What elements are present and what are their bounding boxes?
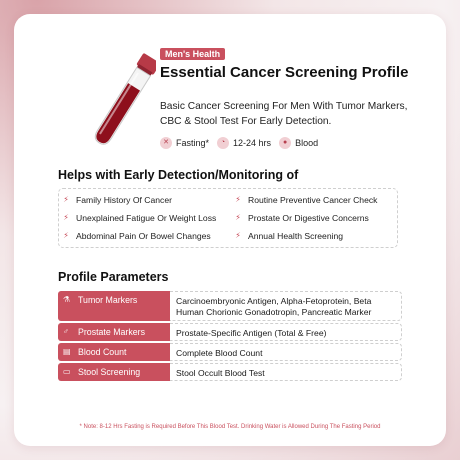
param-name: Blood Count [78,347,127,357]
list-item-label: Prostate Or Digestive Concerns [248,212,369,223]
list-item [62,193,234,206]
parameters-table [58,291,402,383]
table-row [58,363,402,381]
lightning-icon: ⚡ [63,231,69,240]
param-name: Tumor Markers [78,295,138,305]
blood-drop-icon: ● [279,137,291,149]
param-name: Stool Screening [78,367,141,377]
param-name-cell [58,343,170,361]
blood-tube-icon [92,48,156,158]
lightning-icon: ⚡ [63,213,69,222]
table-row [58,291,402,321]
fasting-icon: ✕ [160,137,172,149]
test-tubes-icon: ⚗ [63,295,71,304]
helps-list [62,193,396,242]
page-title: Essential Cancer Screening Profile [160,64,409,81]
param-name-cell [58,291,170,321]
params-section-title: Profile Parameters [58,270,169,284]
list-item-label: Unexplained Fatigue Or Weight Loss [76,212,217,223]
list-item-label: Abdominal Pain Or Bowel Changes [76,230,211,241]
product-description: Basic Cancer Screening For Men With Tumor Markers, CBC & Stool Test For Early Detection. [160,101,408,127]
clock-icon: ◔ [217,137,229,149]
category-badge: Men's Health [160,48,225,60]
chip-fasting [160,137,209,149]
fasting-note: * Note: 8-12 Hrs Fasting is Required Before This Blood Test. Drinking Water is Allowed During The Fasting Period [79,424,381,430]
list-item [62,211,234,224]
list-item [234,193,396,206]
helps-section-title: Helps with Early Detection/Monitoring of [58,168,299,182]
chip-label: Blood [295,138,319,148]
list-item-label: Annual Health Screening [248,230,344,241]
param-value-cell: Stool Occult Blood Test [170,363,402,381]
lightning-icon: ⚡ [63,195,69,204]
table-row [58,323,402,341]
list-item-label: Routine Preventive Cancer Check [248,194,378,205]
lightning-icon: ⚡ [235,213,241,222]
chip-sample [279,137,318,149]
list-item-label: Family History Of Cancer [76,194,172,205]
prostate-icon: ♂ [63,327,69,336]
list-item [234,229,396,242]
lightning-icon: ⚡ [235,195,241,204]
param-value-cell: Carcinoembryonic Antigen, Alpha-Fetoprotein, Beta Human Chorionic Gonadotropin, Pancreatic Marker [170,291,402,321]
param-name-cell [58,363,170,381]
param-value-cell: Prostate-Specific Antigen (Total & Free) [170,323,402,341]
lightning-icon: ⚡ [235,231,241,240]
param-name: Prostate Markers [78,327,145,337]
list-item [234,211,396,224]
table-row [58,343,402,361]
test-info-chips [160,137,318,149]
list-item [62,229,234,242]
blood-sample-icon: ▤ [63,347,71,356]
param-value-cell: Complete Blood Count [170,343,402,361]
chip-label: 12-24 hrs [233,138,272,148]
param-name-cell [58,323,170,341]
stool-container-icon: ▭ [63,367,71,376]
chip-label: Fasting* [176,138,210,148]
chip-turnaround [217,137,271,149]
